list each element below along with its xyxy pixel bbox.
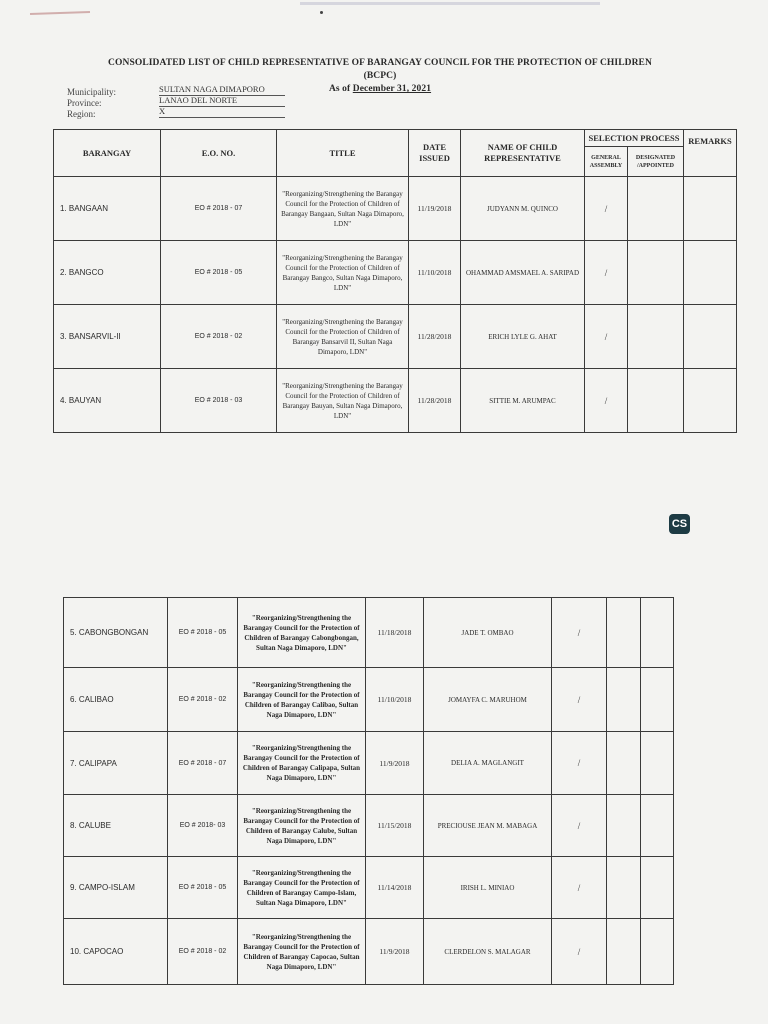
remarks-cell	[684, 177, 737, 241]
title-cell: "Reorganizing/Strengthening the Barangay Council for the Protection of Children of Barangay Bansarvil II, Sultan Naga Dimaporo, LDN"	[277, 305, 409, 369]
table-row	[64, 919, 674, 985]
general-assembly-cell: /	[552, 857, 607, 919]
barangay-cell: 10. CAPOCAO	[64, 919, 168, 985]
date-issued-cell: 11/28/2018	[409, 305, 461, 369]
general-assembly-cell: /	[585, 177, 628, 241]
date-issued-cell: 11/19/2018	[409, 177, 461, 241]
province-label: Province:	[67, 98, 102, 108]
general-assembly-cell: /	[552, 668, 607, 732]
child-representative-cell: IRISH L. MINIAO	[424, 857, 552, 919]
date-issued-cell: 11/14/2018	[366, 857, 424, 919]
header-general-assembly: GENERAL ASSEMBLY	[585, 147, 628, 177]
general-assembly-cell: /	[585, 369, 628, 433]
barangay-cell: 5. CABONGBONGAN	[64, 598, 168, 668]
municipality-label: Municipality:	[67, 87, 116, 97]
ink-smudge	[30, 11, 90, 15]
designated-cell	[628, 241, 684, 305]
remarks-cell	[684, 241, 737, 305]
table-row	[54, 305, 737, 369]
table-row	[64, 795, 674, 857]
remarks-cell	[641, 919, 674, 985]
as-of-date: December 31, 2021	[352, 84, 432, 94]
general-assembly-cell: /	[585, 305, 628, 369]
header-designated-appointed: DESIGNATED /APPOINTED	[628, 147, 684, 177]
table-row	[64, 857, 674, 919]
eo-number-cell: EO # 2018 - 02	[161, 305, 277, 369]
general-assembly-cell: /	[552, 598, 607, 668]
scan-artifact-bar	[300, 2, 600, 5]
designated-cell	[607, 732, 641, 795]
remarks-cell	[641, 857, 674, 919]
barangay-cell: 3. BANSARVIL-II	[54, 305, 161, 369]
header-selection-process: SELECTION PROCESS	[585, 130, 684, 147]
general-assembly-cell: /	[585, 241, 628, 305]
general-assembly-cell: /	[552, 795, 607, 857]
remarks-cell	[684, 369, 737, 433]
barangay-cell: 6. CALIBAO	[64, 668, 168, 732]
designated-cell	[628, 305, 684, 369]
barangay-cell: 8. CALUBE	[64, 795, 168, 857]
designated-cell	[607, 919, 641, 985]
eo-number-cell: EO # 2018 - 05	[161, 241, 277, 305]
ink-dot	[320, 11, 323, 14]
table-row	[54, 241, 737, 305]
header-barangay: BARANGAY	[54, 130, 161, 177]
title-cell: "Reorganizing/Strengthening the Barangay Council for the Protection of Children of Barangay Bauyan, Sultan Naga Dimaporo, LDN"	[277, 369, 409, 433]
designated-cell	[607, 668, 641, 732]
header-child-representative: NAME OF CHILD REPRESENTATIVE	[461, 130, 585, 177]
date-issued-cell: 11/18/2018	[366, 598, 424, 668]
title-cell: "Reorganizing/Strengthening the Barangay Council for the Protection of Children of Barangay Calibao, Sultan Naga Dimaporo, LDN"	[238, 668, 366, 732]
date-issued-cell: 11/28/2018	[409, 369, 461, 433]
designated-cell	[607, 598, 641, 668]
child-representative-cell: JADE T. OMBAO	[424, 598, 552, 668]
barangay-cell: 2. BANGCO	[54, 241, 161, 305]
designated-cell	[607, 857, 641, 919]
title-cell: "Reorganizing/Strengthening the Barangay Council for the Protection of Children of Barangay Bangaan, Sultan Naga Dimaporo, LDN"	[277, 177, 409, 241]
title-cell: "Reorganizing/Strengthening the Barangay Council for the Protection of Children of Barangay Capocao, Sultan Naga Dimaporo, LDN"	[238, 919, 366, 985]
eo-number-cell: EO # 2018 - 02	[168, 919, 238, 985]
child-representative-cell: DELIA A. MAGLANGIT	[424, 732, 552, 795]
barangay-cell: 1. BANGAAN	[54, 177, 161, 241]
header-title: TITLE	[277, 130, 409, 177]
date-issued-cell: 11/10/2018	[409, 241, 461, 305]
camscanner-logo-icon: CS	[669, 514, 690, 534]
designated-cell	[628, 369, 684, 433]
region-label: Region:	[67, 109, 96, 119]
header-eo-no: E.O. NO.	[161, 130, 277, 177]
eo-number-cell: EO # 2018 - 03	[161, 369, 277, 433]
header-remarks: REMARKS	[684, 130, 737, 177]
date-issued-cell: 11/10/2018	[366, 668, 424, 732]
title-cell: "Reorganizing/Strengthening the Barangay Council for the Protection of Children of Barangay Calube, Sultan Naga Dimaporo, LDN"	[238, 795, 366, 857]
remarks-cell	[641, 732, 674, 795]
title-cell: "Reorganizing/Strengthening the Barangay Council for the Protection of Children of Barangay Campo-Islam, Sultan Naga Dimaporo, LDN"	[238, 857, 366, 919]
child-representative-cell: JUDYANN M. QUINCO	[461, 177, 585, 241]
title-cell: "Reorganizing/Strengthening the Barangay Council for the Protection of Children of Barangay Bangco, Sultan Naga Dimaporo, LDN"	[277, 241, 409, 305]
table-row	[64, 732, 674, 795]
table-row	[64, 598, 674, 668]
municipality-value: SULTAN NAGA DIMAPORO	[159, 84, 285, 96]
eo-number-cell: EO # 2018 - 07	[161, 177, 277, 241]
date-issued-cell: 11/9/2018	[366, 919, 424, 985]
table-row	[64, 668, 674, 732]
bcpc-table-page2	[63, 597, 674, 985]
child-representative-cell: PRECIOUSE JEAN M. MABAGA	[424, 795, 552, 857]
child-representative-cell: JOMAYFA C. MARUHOM	[424, 668, 552, 732]
eo-number-cell: EO # 2018 - 05	[168, 857, 238, 919]
remarks-cell	[641, 598, 674, 668]
barangay-cell: 9. CAMPO-ISLAM	[64, 857, 168, 919]
child-representative-cell: CLERDELON S. MALAGAR	[424, 919, 552, 985]
barangay-cell: 7. CALIPAPA	[64, 732, 168, 795]
remarks-cell	[641, 668, 674, 732]
child-representative-cell: OHAMMAD AMSMAEL A. SARIPAD	[461, 241, 585, 305]
date-issued-cell: 11/15/2018	[366, 795, 424, 857]
table-row	[54, 177, 737, 241]
designated-cell	[628, 177, 684, 241]
date-issued-cell: 11/9/2018	[366, 732, 424, 795]
designated-cell	[607, 795, 641, 857]
title-cell: "Reorganizing/Strengthening the Barangay Council for the Protection of Children of Barangay Calipapa, Sultan Naga Dimaporo, LDN"	[238, 732, 366, 795]
bcpc-table-page1	[53, 129, 737, 433]
barangay-cell: 4. BAUYAN	[54, 369, 161, 433]
general-assembly-cell: /	[552, 732, 607, 795]
eo-number-cell: EO # 2018 - 02	[168, 668, 238, 732]
remarks-cell	[641, 795, 674, 857]
header-date-issued: DATE ISSUED	[409, 130, 461, 177]
eo-number-cell: EO # 2018 - 07	[168, 732, 238, 795]
province-value: LANAO DEL NORTE	[159, 95, 285, 107]
child-representative-cell: SITTIE M. ARUMPAC	[461, 369, 585, 433]
as-of-prefix: As of	[328, 84, 353, 94]
eo-number-cell: EO # 2018- 03	[168, 795, 238, 857]
remarks-cell	[684, 305, 737, 369]
eo-number-cell: EO # 2018 - 05	[168, 598, 238, 668]
general-assembly-cell: /	[552, 919, 607, 985]
child-representative-cell: ERICH LYLE G. AHAT	[461, 305, 585, 369]
table-row	[54, 369, 737, 433]
document-heading: CONSOLIDATED LIST OF CHILD REPRESENTATIVE OF BARANGAY COUNCIL FOR THE PROTECTION OF CHILDREN (BCPC)	[108, 58, 652, 81]
title-cell: "Reorganizing/Strengthening the Barangay Council for the Protection of Children of Barangay Cabongbongan, Sultan Naga Dimaporo, LDN"	[238, 598, 366, 668]
region-value: X	[159, 106, 285, 118]
